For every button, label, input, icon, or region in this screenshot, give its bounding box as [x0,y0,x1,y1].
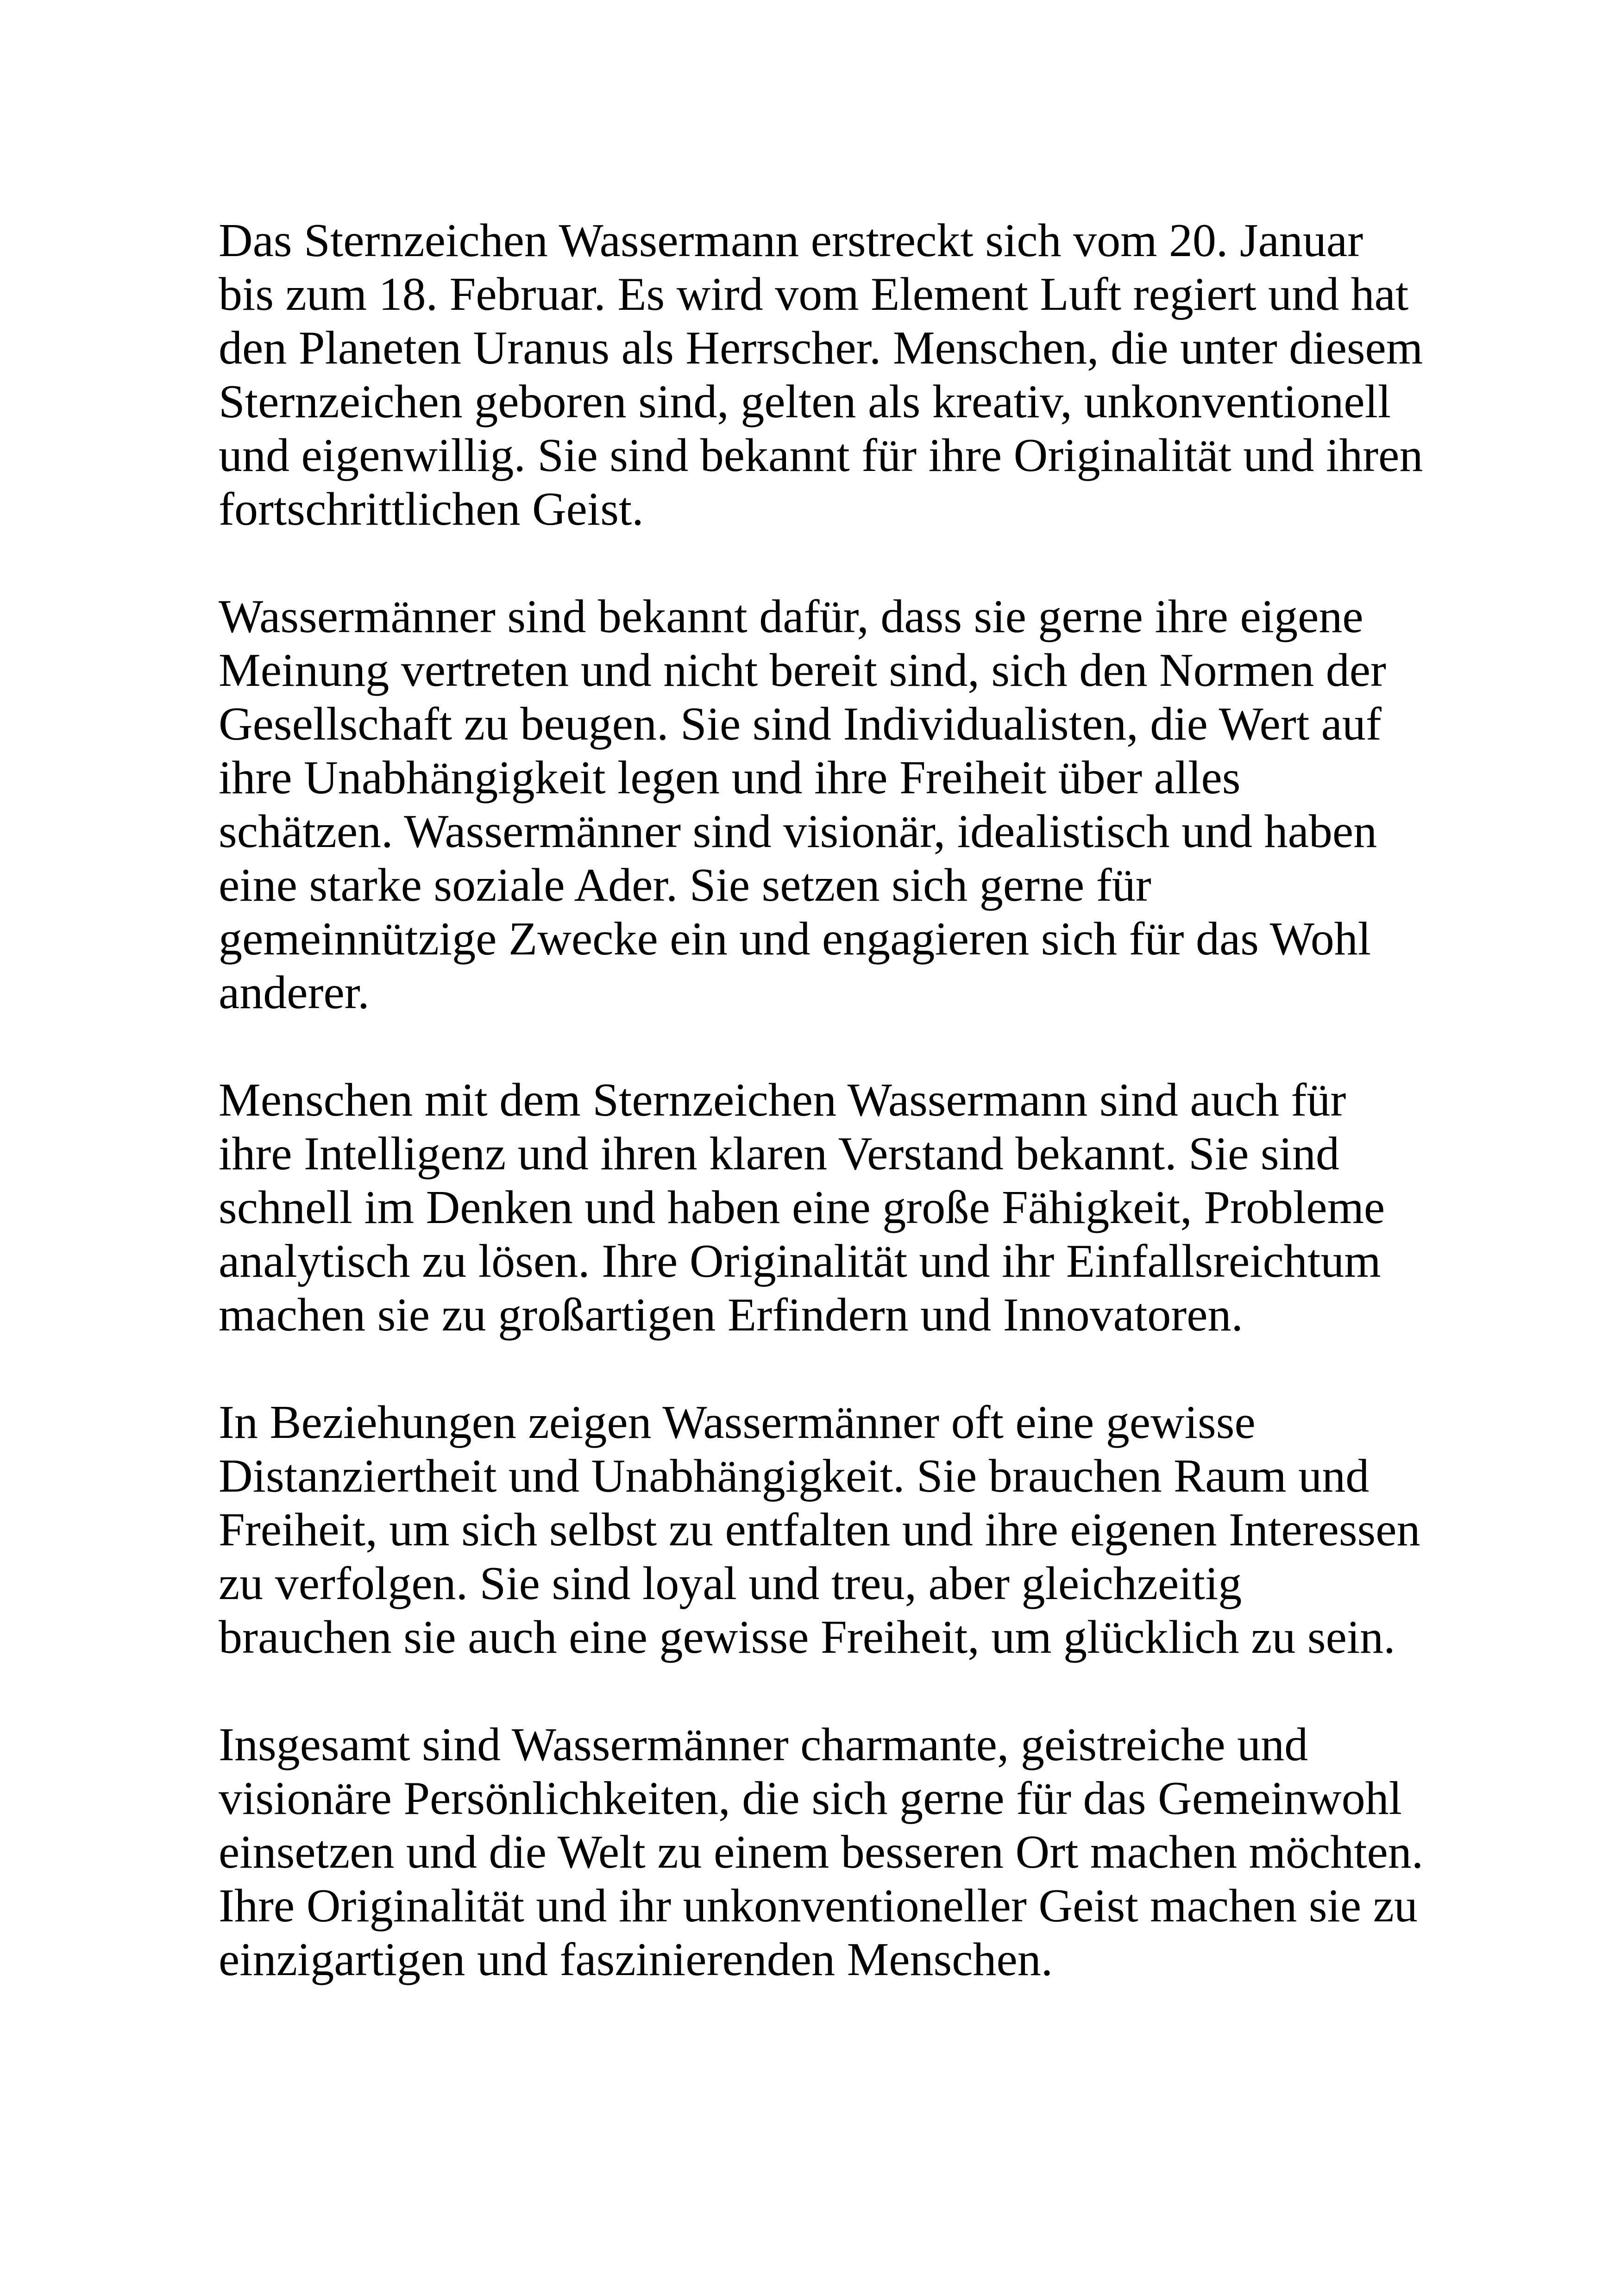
text-line: In Beziehungen zeigen Wassermänner oft eine gewisse [219,1396,1256,1449]
text-line: einzigartigen und faszinierenden Menschen. [219,1933,1053,1986]
text-line: und eigenwillig. Sie sind bekannt für ihre Originalität und ihren [219,429,1423,482]
text-line: einsetzen und die Welt zu einem besseren Ort machen möchten. [219,1826,1424,1878]
text-line: eine starke soziale Ader. Sie setzen sich gerne für [219,859,1151,911]
text-line: ihre Unabhängigkeit legen und ihre Freiheit über alles [219,752,1241,804]
text-line: Freiheit, um sich selbst zu entfalten und ihre eigenen Interessen [219,1504,1420,1556]
text-line: bis zum 18. Februar. Es wird vom Element Luft regiert und hat [219,268,1409,320]
text-line: zu verfolgen. Sie sind loyal und treu, aber gleichzeitig [219,1557,1242,1610]
paragraph-1 [219,214,1423,536]
text-line: schnell im Denken und haben eine große Fähigkeit, Probleme [219,1181,1385,1234]
text-line: Distanziertheit und Unabhängigkeit. Sie brauchen Raum und [219,1450,1370,1502]
text-line: Ihre Originalität und ihr unkonventioneller Geist machen sie zu [219,1880,1418,1932]
paragraph-5 [219,1718,1423,1987]
text-line: brauchen sie auch eine gewisse Freiheit, um glücklich zu sein. [219,1611,1395,1663]
text-line: visionäre Persönlichkeiten, die sich gerne für das Gemeinwohl [219,1772,1402,1825]
document-body [219,214,1423,2040]
paragraph-2 [219,590,1423,1020]
paragraph-4 [219,1396,1423,1664]
text-line: analytisch zu lösen. Ihre Originalität und ihr Einfallsreichtum [219,1235,1381,1287]
text-line: Insgesamt sind Wassermänner charmante, geistreiche und [219,1719,1308,1771]
text-line: Sternzeichen geboren sind, gelten als kreativ, unkonventionell [219,376,1391,428]
text-line: machen sie zu großartigen Erfindern und Innovatoren. [219,1289,1244,1341]
text-line: Menschen mit dem Sternzeichen Wassermann sind auch für [219,1074,1346,1126]
text-line: Das Sternzeichen Wassermann erstreckt sich vom 20. Januar [219,214,1363,267]
text-line: fortschrittlichen Geist. [219,483,644,535]
text-line: anderer. [219,966,370,1019]
text-line: Wassermänner sind bekannt dafür, dass sie gerne ihre eigene [219,590,1363,643]
text-line: Gesellschaft zu beugen. Sie sind Individualisten, die Wert auf [219,698,1382,750]
text-line: schätzen. Wassermänner sind visionär, idealistisch und haben [219,805,1377,858]
text-line: den Planeten Uranus als Herrscher. Menschen, die unter diesem [219,322,1423,374]
text-line: Meinung vertreten und nicht bereit sind, sich den Normen der [219,644,1386,696]
paragraph-3 [219,1073,1423,1342]
text-line: gemeinnützige Zwecke ein und engagieren sich für das Wohl [219,913,1371,965]
text-line: ihre Intelligenz und ihren klaren Verstand bekannt. Sie sind [219,1128,1339,1180]
